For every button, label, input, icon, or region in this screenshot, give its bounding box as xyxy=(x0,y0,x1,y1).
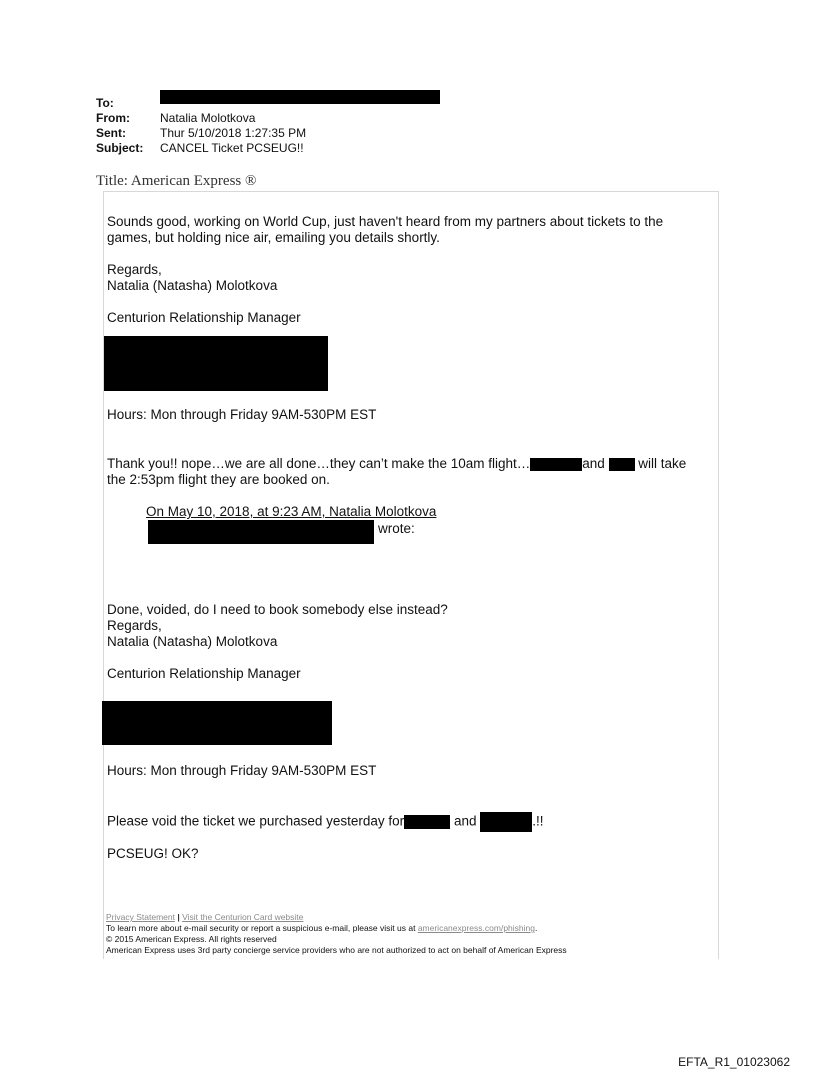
footer-copyright: © 2015 American Express. All rights reserved xyxy=(106,934,277,944)
email-footer xyxy=(106,912,567,956)
reply-line1 xyxy=(107,456,686,472)
reply-line1-part-c: will take xyxy=(638,456,687,471)
request-line1-part-b: and xyxy=(453,813,477,829)
reply-line1-part-b: and xyxy=(582,456,605,471)
bates-number: EFTA_R1_01023062 xyxy=(678,1055,790,1069)
quote-header: On May 10, 2018, at 9:23 AM, Natalia Molotkova xyxy=(146,504,437,519)
request-line2: PCSEUG! OK? xyxy=(107,846,199,861)
email1-contact-redaction xyxy=(104,336,328,391)
email2-signature-name: Natalia (Natasha) Molotkova xyxy=(107,634,278,649)
email2-signature-role: Centurion Relationship Manager xyxy=(107,666,301,681)
request-line1-part-a: Please void the ticket we purchased yesterday for xyxy=(107,813,405,829)
footer-security-row xyxy=(106,923,567,934)
name-redaction xyxy=(404,815,450,829)
email1-signature-role: Centurion Relationship Manager xyxy=(107,310,301,325)
privacy-statement-link[interactable]: Privacy Statement xyxy=(106,912,175,922)
subject-label: Subject: xyxy=(96,141,144,155)
sent-value: Thur 5/10/2018 1:27:35 PM xyxy=(160,126,307,140)
name-redaction xyxy=(609,458,635,471)
name-redaction xyxy=(530,458,582,471)
email2-line1: Done, voided, do I need to book somebody else instead? xyxy=(107,602,448,617)
email-address-redaction xyxy=(148,520,374,544)
email1-regards: Regards, xyxy=(107,262,162,277)
to-redaction xyxy=(160,90,440,104)
subject-row xyxy=(96,141,440,156)
email2-regards: Regards, xyxy=(107,618,162,633)
phishing-link[interactable]: americanexpress.com/phishing xyxy=(417,923,535,933)
request-line1-part-c: .!! xyxy=(532,813,544,829)
email1-signature-name: Natalia (Natasha) Molotkova xyxy=(107,278,278,293)
sent-label: Sent: xyxy=(96,126,126,140)
to-label: To: xyxy=(96,96,114,110)
from-value: Natalia Molotkova xyxy=(160,111,256,125)
footer-security-text: To learn more about e-mail security or report a suspicious e-mail, please visit us at xyxy=(106,923,418,933)
reply-line2: the 2:53pm flight they are booked on. xyxy=(107,472,330,487)
footer-disclaimer: American Express uses 3rd party concierge service providers who are not authorized to act on behalf of American Express xyxy=(106,945,567,955)
footer-security-period: . xyxy=(534,923,538,933)
email1-hours: Hours: Mon through Friday 9AM-530PM EST xyxy=(107,407,377,422)
quote-wrote: wrote: xyxy=(378,521,415,536)
email1-line2: games, but holding nice air, emailing you details shortly. xyxy=(107,230,440,245)
email-body-frame xyxy=(103,191,719,959)
footer-links-row xyxy=(106,912,567,923)
email2-contact-redaction xyxy=(102,701,332,745)
email1-line1: Sounds good, working on World Cup, just haven't heard from my partners about tickets to the xyxy=(107,214,664,229)
email2-hours: Hours: Mon through Friday 9AM-530PM EST xyxy=(107,763,377,778)
email-header xyxy=(96,96,440,156)
document-title: Title: American Express ® xyxy=(96,173,257,189)
footer-separator: | xyxy=(177,912,180,922)
centurion-website-link[interactable]: Visit the Centurion Card website xyxy=(182,912,304,922)
name-redaction xyxy=(480,812,532,832)
from-label: From: xyxy=(96,111,130,125)
to-row xyxy=(96,96,440,111)
reply-line1-part-a: Thank you!! nope…we are all done…they can’t make the 10am flight… xyxy=(107,456,531,471)
sent-row xyxy=(96,126,440,141)
request-line1 xyxy=(107,812,544,832)
subject-value: CANCEL Ticket PCSEUG!! xyxy=(160,141,304,155)
from-row xyxy=(96,111,440,126)
